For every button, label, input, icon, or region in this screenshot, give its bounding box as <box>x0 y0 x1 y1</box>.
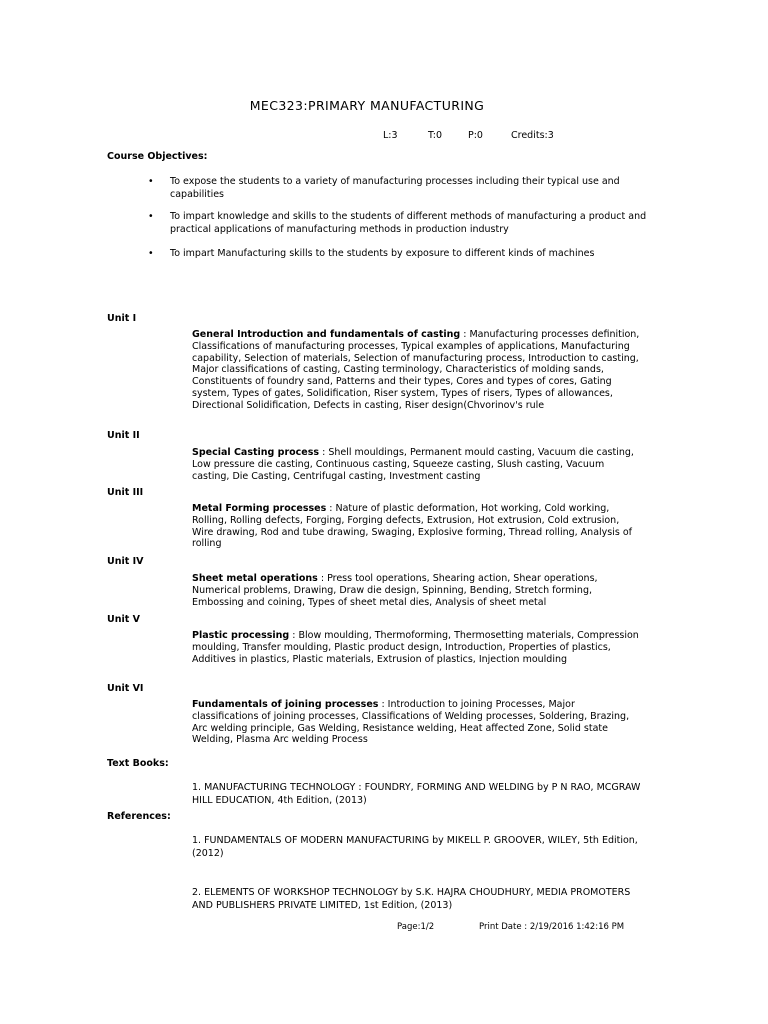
objective-text: To impart knowledge and skills to the students of different methods of manufacturing a product and practical applications of manufacturing methods in production industry <box>170 211 647 235</box>
reference-item: 1. FUNDAMENTALS OF MODERN MANUFACTURING by MIKELL P. GROOVER, WILEY, 5th Edition, (2012) <box>192 835 638 859</box>
unit-separator: : <box>319 447 329 458</box>
text-book-item: 1. MANUFACTURING TECHNOLOGY : FOUNDRY, FORMING AND WELDING by P N RAO, MCGRAW HILL EDUCATION, 4th Edition, (2013) <box>192 782 641 806</box>
lecture-hours: L:3 <box>383 130 398 141</box>
unit-separator: : <box>289 630 299 641</box>
course-title: MEC323:PRIMARY MANUFACTURING <box>249 98 485 113</box>
print-date: Print Date : 2/19/2016 1:42:16 PM <box>479 922 625 932</box>
unit-text: Nature of plastic deformation, Hot working, Cold working, Rolling, Rolling defects, Forging, Forging defects, Extrusion, Hot extrusion, Cold extrusion, Wire drawing, Rod and tube drawing, Swaging, Explosive forming, Thread rolling, Analysis of rolling <box>192 503 632 550</box>
unit-text: Manufacturing processes definition, Classifications of manufacturing processes, Typical examples of applications, Manufacturing capability, Selection of materials, Selection of manufacturing process, Introduction to casting, Major classifications of casting, Casting terminology, Characteristics of molding sands, Constituents of foundry sand, Patterns and their types, Cores and types of cores, Gating system, Types of gates, Solidification, Riser system, Types of risers, Types of allowances, Directional Solidification, Defects in casting, Riser design(Chvorinov's rule <box>192 329 640 411</box>
unit-label: Unit III <box>107 487 144 498</box>
unit-text: Press tool operations, Shearing action, Shear operations, Numerical problems, Drawing, Draw die design, Spinning, Bending, Stretch forming, Embossing and coining, Types of sheet metal dies, Analysis of sheet metal <box>192 573 598 608</box>
bullet: • <box>148 248 154 259</box>
unit-label: Unit V <box>107 614 140 625</box>
text-books-heading: Text Books: <box>107 758 169 769</box>
unit-topic: Metal Forming processes <box>192 503 327 514</box>
references-heading: References: <box>107 811 171 822</box>
credits: Credits:3 <box>511 130 554 141</box>
unit-content <box>192 503 642 550</box>
unit-topic: General Introduction and fundamentals of casting <box>192 329 461 340</box>
course-objectives-heading: Course Objectives: <box>107 151 208 162</box>
unit-text: Shell mouldings, Permanent mould casting, Vacuum die casting, Low pressure die casting, Continuous casting, Squeeze casting, Slush casting, Vacuum casting, Die Casting, Centrifugal casting, Investment casting <box>192 447 634 482</box>
tutorial-hours: T:0 <box>428 130 443 141</box>
unit-separator: : <box>378 699 388 710</box>
unit-label: Unit IV <box>107 556 144 567</box>
unit-topic: Sheet metal operations <box>192 573 318 584</box>
objective-item <box>148 248 668 261</box>
page-number: Page:1/2 <box>397 922 435 932</box>
objective-text: To impart Manufacturing skills to the students by exposure to different kinds of machines <box>170 248 595 259</box>
unit-text: Introduction to joining Processes, Major classifications of joining processes, Classifications of Welding processes, Soldering, Brazing, Arc welding principle, Gas Welding, Resistance welding, Heat affected Zone, Solid state Welding, Plasma Arc welding Process <box>192 699 630 746</box>
unit-separator: : <box>317 573 328 584</box>
unit-content <box>192 329 642 412</box>
unit-separator: : <box>326 503 336 514</box>
unit-content <box>192 699 642 746</box>
unit-content <box>192 447 642 482</box>
objective-item <box>148 176 668 201</box>
unit-label: Unit II <box>107 430 140 441</box>
unit-topic: Special Casting process <box>192 447 320 458</box>
unit-separator: : <box>460 329 470 340</box>
objective-text: To expose the students to a variety of manufacturing processes including their typical use and capabilities <box>170 176 620 200</box>
reference-item: 2. ELEMENTS OF WORKSHOP TECHNOLOGY by S.K. HAJRA CHOUDHURY, MEDIA PROMOTERS AND PUBLISHERS PRIVATE LIMITED, 1st Edition, (2013) <box>192 887 631 911</box>
unit-label: Unit VI <box>107 683 144 694</box>
unit-label: Unit I <box>107 313 137 324</box>
bullet: • <box>148 176 154 187</box>
unit-content <box>192 573 642 608</box>
practical-hours: P:0 <box>468 130 483 141</box>
unit-topic: Plastic processing <box>192 630 290 641</box>
unit-topic: Fundamentals of joining processes <box>192 699 379 710</box>
bullet: • <box>148 211 154 222</box>
objective-item <box>148 211 668 236</box>
unit-content <box>192 630 642 665</box>
unit-text: Blow moulding, Thermoforming, Thermosetting materials, Compression moulding, Transfer moulding, Plastic product design, Introduction, Properties of plastics, Additives in plastics, Plastic materials, Extrusion of plastics, Injection moulding <box>192 630 639 665</box>
